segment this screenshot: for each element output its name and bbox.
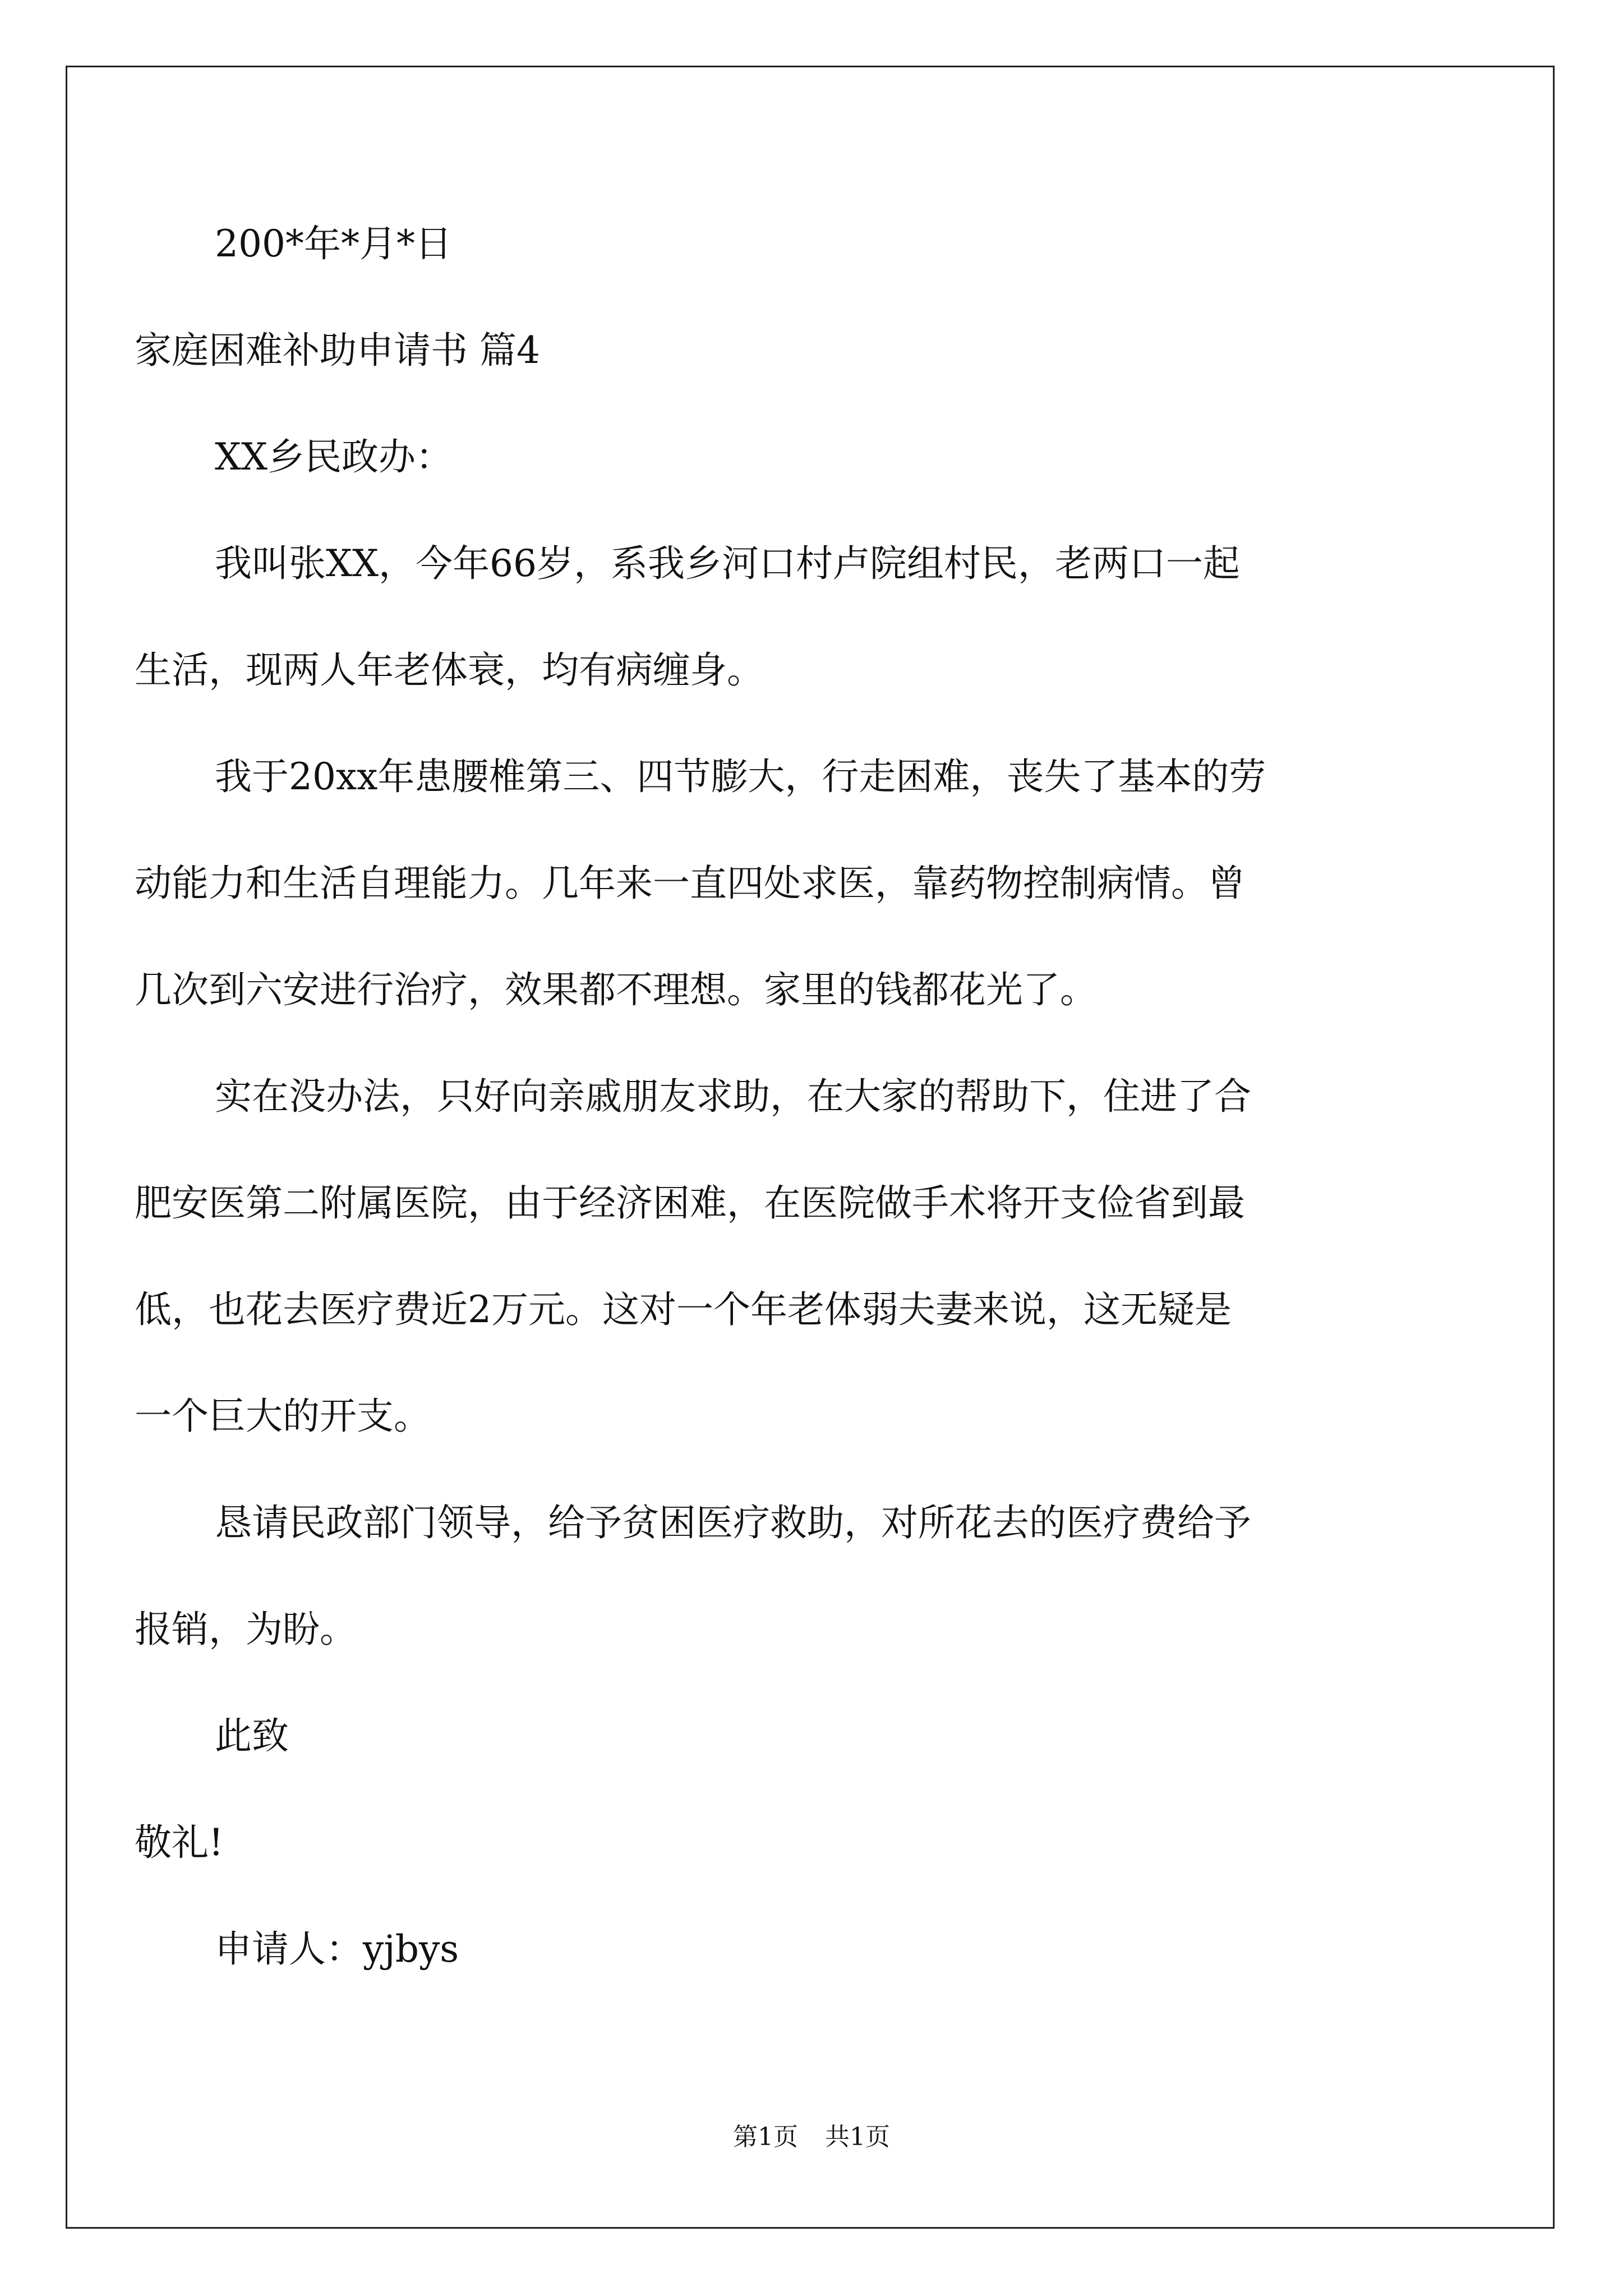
paragraph-line: 几次到六安进行治疗，效果都不理想。家里的钱都花光了。 — [135, 968, 1097, 1011]
paragraph-line: 恳请民政部门领导，给予贫困医疗救助，对所花去的医疗费给予 — [215, 1501, 1251, 1544]
applicant-signature: 申请人：yjbys — [215, 1927, 459, 1971]
closing-regards: 此致 — [215, 1714, 289, 1757]
document-heading: 家庭困难补助申请书 篇4 — [135, 329, 540, 372]
paragraph-line: 生活，现两人年老体衰，均有病缠身。 — [135, 648, 764, 692]
paragraph-line: 我于20xx年患腰椎第三、四节膨大，行走困难，丧失了基本的劳 — [215, 755, 1266, 798]
paragraph-line: 我叫张XX，今年66岁，系我乡河口村卢院组村民，老两口一起 — [215, 542, 1240, 585]
paragraph-line: 实在没办法，只好向亲戚朋友求助，在大家的帮助下，住进了合 — [215, 1075, 1251, 1118]
page-total: 共1页 — [825, 2123, 890, 2151]
date-line: 200*年*月*日 — [215, 222, 452, 265]
salutation: XX乡民政办： — [215, 435, 453, 478]
paragraph-line: 一个巨大的开支。 — [135, 1395, 431, 1438]
paragraph-line: 低，也花去医疗费近2万元。这对一个年老体弱夫妻来说，这无疑是 — [135, 1288, 1232, 1331]
paragraph-line: 动能力和生活自理能力。几年来一直四处求医，靠药物控制病情。曾 — [135, 862, 1245, 905]
paragraph-line: 报销，为盼。 — [135, 1608, 357, 1651]
page-number: 第1页 — [733, 2123, 798, 2151]
paragraph-line: 肥安医第二附属医院，由于经济困难，在医院做手术将开支俭省到最 — [135, 1181, 1245, 1225]
closing-salute: 敬礼! — [135, 1821, 224, 1864]
page-footer — [0, 2120, 1623, 2154]
